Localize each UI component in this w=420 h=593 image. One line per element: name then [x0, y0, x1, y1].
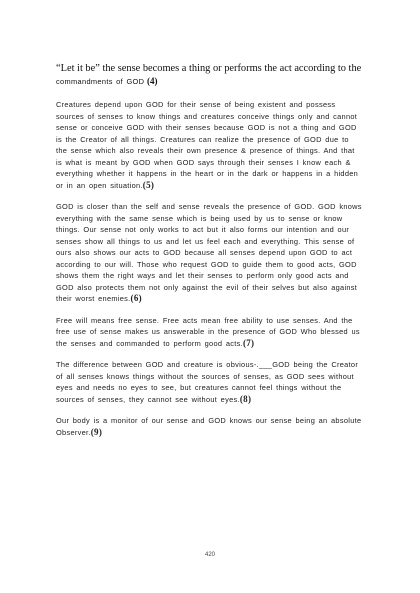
heading-subtitle: commandments of GOD — [56, 77, 145, 86]
paragraph-reference: (7) — [242, 337, 255, 348]
paragraph-reference: (9) — [90, 426, 103, 437]
paragraph-3 — [56, 315, 362, 350]
paragraph-text: Our body is a monitor of our sense and GOD knows our sense being an absolute Observer. — [56, 416, 362, 437]
paragraph-text: Creatures depend upon GOD for their sense of being existent and possess sources of senses to know things and creatures conceive things only and cannot sense or conceive GOD with their senses because GOD is not a thing and GOD is the Creator of all things. Creatures can realize the presence of GOD due to the sense which also reveals their own presence & presence of things. And that is what is meant by GOD when GOD says through their senses I know each & everything whether it happens in the heart or in the dark or happens in a hidden or in an open situation. — [56, 100, 359, 190]
paragraph-5 — [56, 415, 362, 438]
paragraph-text: GOD is closer than the self and sense reveals the presence of GOD. GOD knows everything with the same sense which is being used by us to sense or know things. Our sense not only works to act but it also forms our intention and our senses show all things to us and let us feel each and everything. This sense of ours also shows our acts to GOD because all senses depend upon GOD to act according to our will. Those who request GOD to guide them to good acts, GOD shows them the right ways and let their senses to perform only good acts and GOD also protects them not only against the evil of their selves but also against their worst enemies. — [56, 202, 362, 303]
paragraph-reference: (5) — [142, 179, 155, 190]
paragraph-reference: (6) — [130, 293, 142, 303]
section-heading — [56, 62, 362, 88]
heading-title: “Let it be” the sense becomes a thing or performs the act according to the — [56, 63, 362, 74]
paragraph-reference: (8) — [239, 393, 252, 404]
paragraph-1 — [56, 99, 362, 191]
paragraph-2 — [56, 201, 362, 305]
paragraph-text: Free will means free sense. Free acts mean free ability to use senses. And the free use of sense makes us answerable in the presence of GOD Who blessed us the senses and commanded to perform good acts. — [56, 315, 360, 348]
paragraph-4 — [56, 359, 362, 405]
paragraph-text: The difference between GOD and creature is obvious-.___GOD being the Creator of all senses knows things without the sources of senses, as GOD sees without eyes and needs no eyes to see, but creatures cannot feel things without the sources of senses, they cannot see without eyes. — [56, 360, 359, 404]
page-number: 420 — [204, 552, 215, 558]
page-content — [56, 62, 362, 448]
heading-reference: (4) — [146, 76, 158, 86]
